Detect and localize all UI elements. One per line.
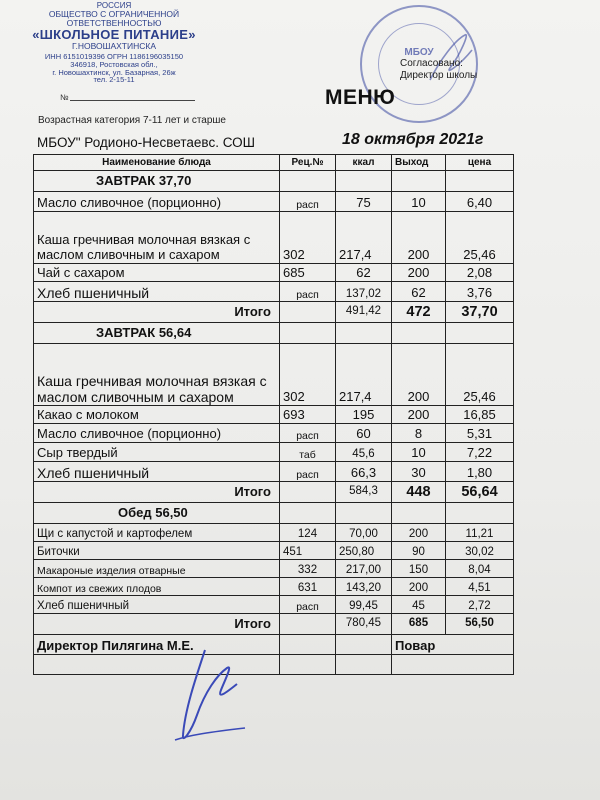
dish-out: 10 — [392, 443, 446, 462]
dish-price: 4,51 — [446, 578, 514, 596]
dish-kcal: 75 — [336, 192, 392, 212]
dish-out: 200 — [392, 406, 446, 424]
total-label: Итого — [34, 302, 280, 323]
dish-out: 200 — [392, 264, 446, 282]
dish-kcal: 70,00 — [336, 524, 392, 542]
dish-out: 200 — [392, 524, 446, 542]
director-name: Директор Пилягина М.Е. — [34, 635, 280, 655]
total-row — [34, 302, 514, 323]
dish-name: Хлеб пшеничный — [34, 462, 280, 482]
table-row — [34, 560, 514, 578]
section-title: Обед 56,50 — [34, 503, 280, 524]
stamp-ids: ИНН 6151019396 ОГРН 1186196035150 — [44, 51, 184, 61]
dish-kcal: 143,20 — [336, 578, 392, 596]
cook-label: Повар — [392, 635, 514, 655]
menu-table — [33, 154, 514, 675]
dish-kcal: 195 — [336, 406, 392, 424]
approval-block — [400, 58, 477, 82]
header-kcal: ккал — [336, 155, 392, 171]
director-signature-icon — [165, 640, 255, 750]
dish-price: 30,02 — [446, 542, 514, 560]
dish-rec: 631 — [280, 578, 336, 596]
page-title: МЕНЮ — [325, 86, 396, 109]
dish-rec: расп — [280, 424, 336, 443]
dish-price: 11,21 — [446, 524, 514, 542]
total-out: 472 — [392, 302, 446, 323]
dish-kcal: 62 — [336, 264, 392, 282]
stamp-center-text: МБОУ — [404, 47, 434, 58]
total-out: 685 — [392, 614, 446, 635]
total-label: Итого — [34, 482, 280, 503]
dish-rec: 685 — [280, 264, 336, 282]
stamp-country: РОССИЯ — [96, 1, 132, 10]
organization-stamp — [28, 2, 200, 84]
dish-name: Сыр твердый — [34, 443, 280, 462]
dish-kcal: 137,02 — [336, 282, 392, 302]
table-row — [34, 578, 514, 596]
dish-name: Масло сливочное (порционно) — [34, 192, 280, 212]
stamp-org-line1: ОБЩЕСТВО С ОГРАНИЧЕННОЙ — [48, 9, 180, 20]
section-title-row — [34, 503, 514, 524]
section-title: ЗАВТРАК 56,64 — [34, 323, 280, 344]
dish-out: 10 — [392, 192, 446, 212]
dish-price: 7,22 — [446, 443, 514, 462]
dish-kcal: 45,6 — [336, 443, 392, 462]
dish-name: Каша гречнивая молочная вязкая с маслом сливочным и сахаром — [34, 212, 280, 264]
table-row — [34, 424, 514, 443]
dish-price: 3,76 — [446, 282, 514, 302]
dish-out: 200 — [392, 212, 446, 264]
dish-rec: 302 — [280, 344, 336, 406]
table-row — [34, 212, 514, 264]
dish-out: 150 — [392, 560, 446, 578]
dish-out: 45 — [392, 596, 446, 614]
dish-rec: расп — [280, 462, 336, 482]
school-name: МБОУ" Родионо-Несветаевс. СОШ — [37, 135, 256, 150]
table-row — [34, 443, 514, 462]
stamp-address2: г. Новошахтинск, ул. Базарная, 26ж — [52, 67, 176, 77]
dish-rec: 302 — [280, 212, 336, 264]
dish-out: 200 — [392, 344, 446, 406]
dish-price: 8,04 — [446, 560, 514, 578]
table-row — [34, 264, 514, 282]
table-row — [34, 192, 514, 212]
age-category: Возрастная категория 7-11 лет и старше — [38, 115, 226, 126]
number-sign: № — [60, 93, 69, 102]
dish-out: 90 — [392, 542, 446, 560]
dish-price: 25,46 — [446, 344, 514, 406]
dish-rec: 451 — [280, 542, 336, 560]
dish-name: Щи с капустой и картофелем — [34, 524, 280, 542]
stamp-org-line2: ОТВЕТСТВЕННОСТЬЮ — [66, 18, 162, 29]
dish-rec: 693 — [280, 406, 336, 424]
total-label: Итого — [34, 614, 280, 635]
table-row — [34, 406, 514, 424]
dish-kcal: 60 — [336, 424, 392, 443]
table-row — [34, 542, 514, 560]
header-out: Выход — [392, 155, 446, 171]
dish-out: 30 — [392, 462, 446, 482]
stamp-city: Г.НОВОШАХТИНСКА — [71, 40, 156, 51]
dish-price: 1,80 — [446, 462, 514, 482]
total-out: 448 — [392, 482, 446, 503]
dish-out: 8 — [392, 424, 446, 443]
menu-date: 18 октября 2021г — [342, 131, 484, 148]
section-title-row — [34, 323, 514, 344]
total-price: 56,50 — [446, 614, 514, 635]
dish-name: Хлеб пшеничный — [34, 596, 280, 614]
header-price: цена — [446, 155, 514, 171]
document-number-line — [60, 93, 195, 103]
total-price: 56,64 — [446, 482, 514, 503]
total-kcal: 491,42 — [336, 302, 392, 323]
dish-name: Компот из свежих плодов — [34, 578, 280, 596]
dish-name: Макароные изделия отварные — [34, 560, 280, 578]
dish-price: 16,85 — [446, 406, 514, 424]
dish-name: Биточки — [34, 542, 280, 560]
approval-line1: Согласовано: — [400, 58, 463, 69]
dish-kcal: 250,80 — [336, 542, 392, 560]
dish-price: 5,31 — [446, 424, 514, 443]
stamp-brand: «ШКОЛЬНОЕ ПИТАНИЕ» — [32, 27, 196, 43]
dish-rec: 124 — [280, 524, 336, 542]
table-row — [34, 524, 514, 542]
table-row — [34, 282, 514, 302]
dish-rec: расп — [280, 282, 336, 302]
dish-price: 2,72 — [446, 596, 514, 614]
table-row — [34, 462, 514, 482]
dish-name: Какао с молоком — [34, 406, 280, 424]
dish-rec: расп — [280, 192, 336, 212]
dish-kcal: 99,45 — [336, 596, 392, 614]
dish-price: 25,46 — [446, 212, 514, 264]
signature-row — [34, 635, 514, 655]
dish-kcal: 217,4 — [336, 344, 392, 406]
dish-rec: таб — [280, 443, 336, 462]
dish-price: 2,08 — [446, 264, 514, 282]
dish-name: Чай с сахаром — [34, 264, 280, 282]
dish-rec: расп — [280, 596, 336, 614]
table-row — [34, 344, 514, 406]
total-kcal: 780,45 — [336, 614, 392, 635]
dish-rec: 332 — [280, 560, 336, 578]
header-rec: Рец.№ — [280, 155, 336, 171]
section-title: ЗАВТРАК 37,70 — [34, 171, 280, 192]
total-kcal: 584,3 — [336, 482, 392, 503]
table-header-row — [34, 155, 514, 171]
dish-kcal: 66,3 — [336, 462, 392, 482]
dish-kcal: 217,00 — [336, 560, 392, 578]
dish-price: 6,40 — [446, 192, 514, 212]
header-name: Наименование блюда — [34, 155, 280, 171]
stamp-phone: тел. 2-15-11 — [93, 75, 135, 85]
section-title-row — [34, 171, 514, 192]
dish-name: Каша гречнивая молочная вязкая с маслом сливочным и сахаром — [34, 344, 280, 406]
total-row — [34, 482, 514, 503]
dish-out: 62 — [392, 282, 446, 302]
dish-name: Масло сливочное (порционно) — [34, 424, 280, 443]
stamp-address1: 346918, Ростовская обл., — [70, 59, 158, 69]
total-row — [34, 614, 514, 635]
dish-kcal: 217,4 — [336, 212, 392, 264]
table-row — [34, 596, 514, 614]
approval-line2: Директор школы — [400, 70, 478, 81]
dish-name: Хлеб пшеничный — [34, 282, 280, 302]
dish-out: 200 — [392, 578, 446, 596]
blank-row — [34, 655, 514, 675]
total-price: 37,70 — [446, 302, 514, 323]
